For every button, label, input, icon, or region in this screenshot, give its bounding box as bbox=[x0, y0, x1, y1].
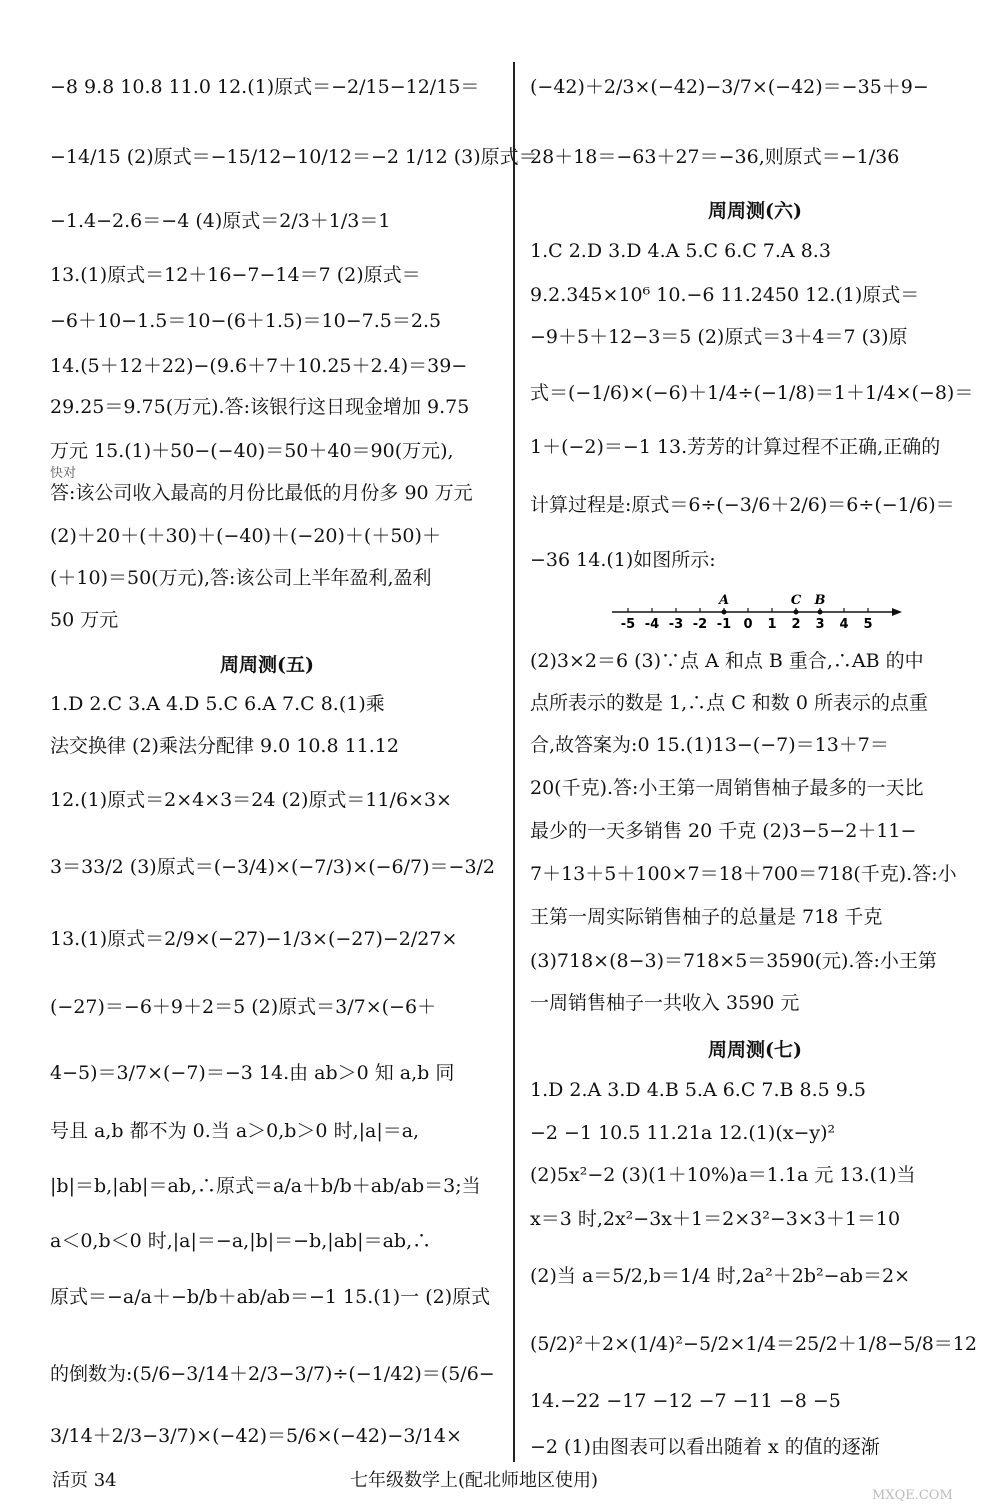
text-line: (2)当 a＝5/2,b＝1/4 时,2a²＋2b²−ab＝2× bbox=[530, 1265, 911, 1287]
text-line: −2 (1)由图表可以看出随着 x 的值的逐渐 bbox=[530, 1436, 880, 1458]
text-line: 4−5)＝3/7×(−7)＝−3 14.由 ab＞0 知 a,b 同 bbox=[50, 1062, 455, 1084]
text-line: 3/14＋2/3−3/7)×(−42)＝5/6×(−42)−3/14× bbox=[50, 1425, 462, 1447]
text-line: (＋10)＝50(万元),答:该公司上半年盈利,盈利 bbox=[50, 567, 432, 589]
tick-label: 3 bbox=[815, 617, 825, 632]
text-line: 20(千克).答:小王第一周销售柚子最多的一天比 bbox=[530, 777, 924, 799]
text-line: 3＝33/2 (3)原式＝(−3/4)×(−7/3)×(−6/7)＝−3/2 bbox=[50, 856, 496, 878]
tick-label: 0 bbox=[743, 617, 753, 632]
text-line: 1.C 2.D 3.D 4.A 5.C 6.C 7.A 8.3 bbox=[530, 240, 831, 262]
point-marker bbox=[818, 610, 823, 615]
text-line: 1＋(−2)＝−1 13.芳芳的计算过程不正确,正确的 bbox=[530, 436, 941, 458]
text-line: 13.(1)原式＝2/9×(−27)−1/3×(−27)−2/27× bbox=[50, 928, 458, 950]
text-line: x＝3 时,2x²−3x＋1＝2×3²−3×3＋1＝10 bbox=[530, 1208, 901, 1230]
text-line: (3)718×(8−3)＝718×5＝3590(元).答:小王第 bbox=[530, 950, 937, 972]
text-line: −2 −1 10.5 11.21a 12.(1)(x−y)² bbox=[530, 1122, 836, 1144]
text-line: 一周销售柚子一共收入 3590 元 bbox=[530, 992, 800, 1014]
text-line: 王第一周实际销售柚子的总量是 718 千克 bbox=[530, 906, 883, 928]
tick-label: 2 bbox=[791, 617, 801, 632]
text-line: a＜0,b＜0 时,|a|＝−a,|b|＝−b,|ab|＝ab,∴ bbox=[50, 1230, 432, 1252]
text-line: −6＋10−1.5＝10−(6＋1.5)＝10−7.5＝2.5 bbox=[50, 310, 442, 332]
section-heading: 周周测(七) bbox=[708, 1039, 802, 1061]
text-line: 7＋13＋5＋100×7＝18＋700＝718(千克).答:小 bbox=[530, 863, 957, 885]
text-line: 50 万元 bbox=[50, 609, 119, 631]
text-line: 1.D 2.A 3.D 4.B 5.A 6.C 7.B 8.5 9.5 bbox=[530, 1079, 867, 1101]
point-label: B bbox=[814, 594, 826, 608]
text-line: (−42)＋2/3×(−42)−3/7×(−42)＝−35＋9− bbox=[530, 76, 929, 98]
text-line: (−27)＝−6＋9＋2＝5 (2)原式＝3/7×(−6＋ bbox=[50, 996, 437, 1018]
text-line: 最少的一天多销售 20 千克 (2)3−5−2＋11− bbox=[530, 820, 917, 842]
point-label: A bbox=[718, 594, 730, 608]
text-line: 的倒数为:(5/6−3/14＋2/3−3/7)÷(−1/42)＝(5/6− bbox=[50, 1363, 495, 1385]
text-line: 点所表示的数是 1,∴点 C 和数 0 所表示的点重 bbox=[530, 692, 928, 714]
text-line: 13.(1)原式＝12＋16−7−14＝7 (2)原式＝ bbox=[50, 264, 421, 286]
text-line: 号且 a,b 都不为 0.当 a＞0,b＞0 时,|a|＝a, bbox=[50, 1120, 420, 1142]
section-heading: 周周测(六) bbox=[708, 200, 802, 222]
tick-label: -2 bbox=[692, 617, 708, 632]
footer-book-title: 七年级数学上(配北师地区使用) bbox=[350, 1470, 599, 1491]
point-label: C bbox=[790, 594, 802, 608]
text-line: 答:该公司收入最高的月份比最低的月份多 90 万元 bbox=[50, 482, 473, 504]
text-line: 28＋18＝−63＋27＝−36,则原式＝−1/36 bbox=[530, 146, 900, 168]
text-line: 计算过程是:原式＝6÷(−3/6＋2/6)＝6÷(−1/6)＝ bbox=[530, 494, 955, 516]
text-line: −14/15 (2)原式＝−15/12−10/12＝−2 1/12 (3)原式＝ bbox=[50, 146, 538, 168]
footer-page: 活页 34 bbox=[52, 1470, 117, 1491]
text-line: (2)3×2＝6 (3)∵点 A 和点 B 重合,∴AB 的中 bbox=[530, 650, 924, 672]
text-line: |b|＝b,|ab|＝ab,∴原式＝a/a＋b/b＋ab/ab＝3;当 bbox=[50, 1175, 481, 1197]
tick-label: -4 bbox=[644, 617, 660, 632]
text-line: 万元 15.(1)＋50−(−40)＝50＋40＝90(万元), bbox=[50, 440, 454, 462]
text-line: 1.D 2.C 3.A 4.D 5.C 6.A 7.C 8.(1)乘 bbox=[50, 693, 385, 715]
tick-label: 5 bbox=[863, 617, 873, 632]
point-marker bbox=[722, 610, 727, 615]
text-line: −9＋5＋12−3＝5 (2)原式＝3＋4＝7 (3)原 bbox=[530, 326, 908, 348]
number-line-figure bbox=[612, 594, 902, 634]
text-line: 14.(5＋12＋22)−(9.6＋7＋10.25＋2.4)＝39− bbox=[50, 355, 468, 377]
text-line: (2)＋20＋(＋30)＋(−40)＋(−20)＋(＋50)＋ bbox=[50, 525, 441, 547]
text-line: 29.25＝9.75(万元).答:该银行这日现金增加 9.75 bbox=[50, 396, 470, 418]
text-line: 原式＝−a/a＋−b/b＋ab/ab＝−1 15.(1)一 (2)原式 bbox=[50, 1286, 491, 1308]
text-line: −1.4−2.6＝−4 (4)原式＝2/3＋1/3＝1 bbox=[50, 210, 391, 232]
tick-label: -5 bbox=[620, 617, 636, 632]
number-line-arrow bbox=[892, 608, 902, 616]
column-divider bbox=[513, 62, 515, 1462]
tick-label: -1 bbox=[716, 617, 732, 632]
tick-label: 4 bbox=[839, 617, 849, 632]
text-line: 法交换律 (2)乘法分配律 9.0 10.8 11.12 bbox=[50, 735, 399, 757]
text-line: 式＝(−1/6)×(−6)＋1/4÷(−1/8)＝1＋1/4×(−8)＝ bbox=[530, 382, 974, 404]
tick-label: -3 bbox=[668, 617, 684, 632]
tick-label: 1 bbox=[767, 617, 777, 632]
text-line: (2)5x²−2 (3)(1＋10%)a＝1.1a 元 13.(1)当 bbox=[530, 1164, 916, 1186]
point-marker bbox=[794, 610, 799, 615]
text-line: 9.2.345×10⁶ 10.−6 11.2450 12.(1)原式＝ bbox=[530, 284, 920, 306]
text-line: −36 14.(1)如图所示: bbox=[530, 549, 716, 571]
text-line: 14.−22 −17 −12 −7 −11 −8 −5 bbox=[530, 1390, 841, 1412]
text-line: 12.(1)原式＝2×4×3＝24 (2)原式＝11/6×3× bbox=[50, 789, 452, 811]
watermark-left: 快对 bbox=[50, 466, 77, 481]
section-heading: 周周测(五) bbox=[220, 654, 314, 676]
text-line: −8 9.8 10.8 11.0 12.(1)原式＝−2/15−12/15＝ bbox=[50, 76, 480, 98]
watermark-bottom: MXQE.COM bbox=[872, 1488, 953, 1503]
text-line: 合,故答案为:0 15.(1)13−(−7)＝13＋7＝ bbox=[530, 734, 889, 756]
text-line: (5/2)²＋2×(1/4)²−5/2×1/4＝25/2＋1/8−5/8＝12 bbox=[530, 1333, 977, 1355]
